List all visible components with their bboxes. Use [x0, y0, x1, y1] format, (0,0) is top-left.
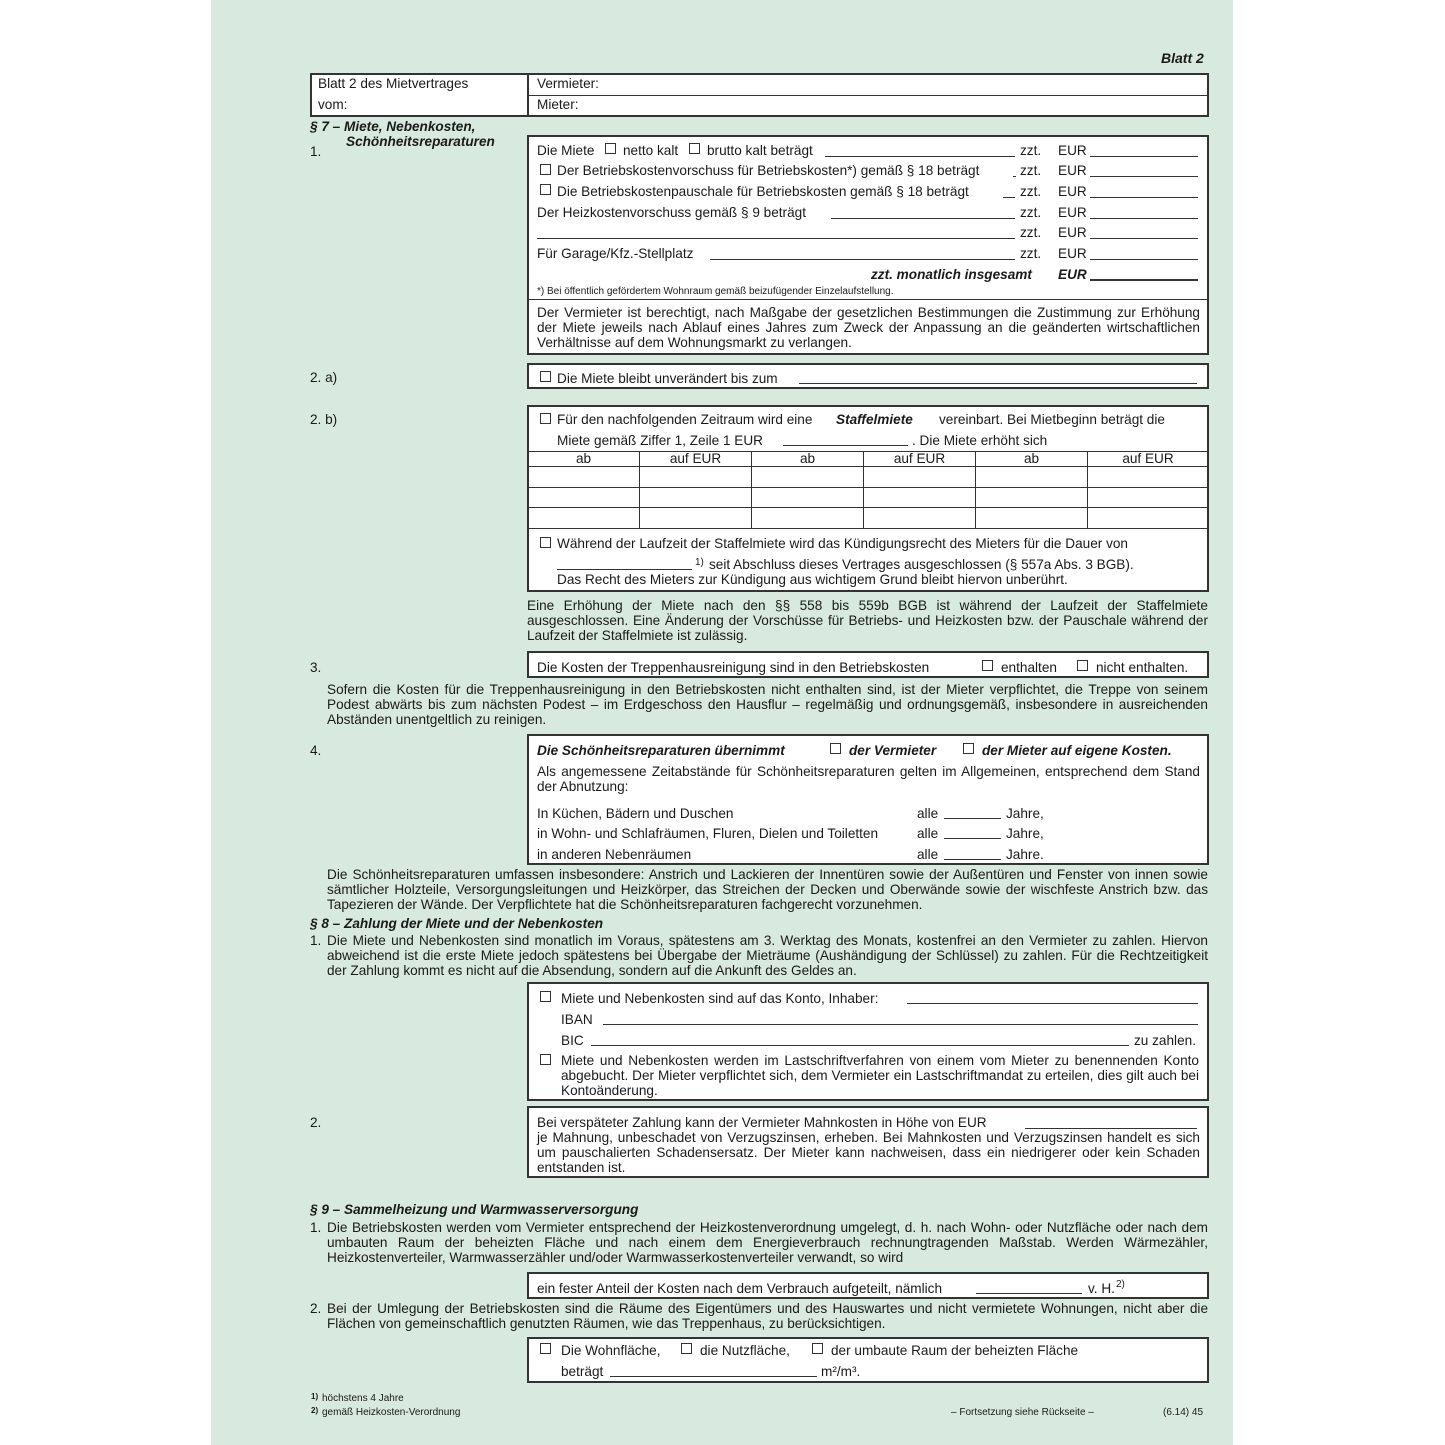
living-area-checkbox[interactable] — [540, 1343, 551, 1354]
termination-waiver-text: Während der Laufzeit der Staffelmiete wird das Kündigungsrecht des Mieters für die Dauer von — [557, 536, 1128, 551]
area-unit-label: m²/m³. — [821, 1364, 861, 1379]
included-label: enthalten — [1001, 660, 1057, 675]
room-type: in anderen Nebenräumen — [537, 847, 692, 862]
steps-header: ab — [575, 451, 592, 466]
years-label: Jahre. — [1006, 847, 1044, 862]
zzt-label: zzt. — [1020, 225, 1042, 240]
years-line[interactable] — [944, 859, 1001, 860]
landlord-repairs-checkbox[interactable] — [830, 743, 841, 754]
footnote-2-ref: 2) — [1116, 1279, 1125, 1290]
room-type: In Küchen, Bädern und Duschen — [537, 806, 734, 821]
repair-intervals-text: Als angemessene Zeitabstände für Schönheitsreparaturen gelten im Allgemeinen, entsprechend dem Stand der Abnutzung: — [537, 764, 1200, 794]
graduated-rent-initial: Miete gemäß Ziffer 1, Zeile 1 EUR — [557, 433, 763, 448]
reminder-fees-label: Bei verspäteter Zahlung kann der Vermieter Mahnkosten in Höhe von EUR — [537, 1115, 987, 1130]
usable-area-checkbox[interactable] — [681, 1343, 692, 1354]
payment-text: Die Miete und Nebenkosten sind monatlich im Voraus, spätestens am 3. Werktag des Monats, kostenfrei an den Vermieter zu zahlen. Hiervon abweichend ist die erste Miete jedoch spätestens bei Übergabe der Mieträume (Aushändigung der Schlüssel) zu zahlen. Für die Rechtzeitigkeit der Zahlung kommt es nicht auf die Absendung, sondern auf die Ankunft des Geldes an. — [327, 933, 1208, 978]
footnote-2-mark: 2) — [311, 1406, 319, 1415]
years-line[interactable] — [944, 838, 1001, 839]
item-number: 4. — [310, 743, 322, 758]
room-type: in Wohn- und Schlafräumen, Fluren, Dielen und Toiletten — [537, 826, 879, 841]
tenant-repairs-label: der Mieter auf eigene Kosten. — [982, 743, 1172, 758]
unchanged-until-line[interactable] — [799, 383, 1197, 384]
repairs-scope-text: Die Schönheitsreparaturen umfassen insbesondere: Anstrich und Lackieren der Innentüren sowie der Außentüren und Fenster von innen sowie sämtlicher Holzteile, Versorgungsleitungen und Heizkörper, das Streichen der Decken und Oberwände sowie der wischfeste Anstrich bzw. das Tapezieren der Wände. Der Verpflichtete hat die Schönheitsreparaturen fachgerecht vorzunehmen. — [327, 867, 1208, 912]
steps-header: auf EUR — [1122, 451, 1174, 466]
to-pay-label: zu zahlen. — [1134, 1033, 1196, 1048]
garage-line[interactable] — [710, 259, 1015, 260]
net-cold-checkbox[interactable] — [605, 143, 616, 154]
zzt-label: zzt. — [1020, 143, 1042, 158]
item-number: 2. b) — [310, 412, 338, 427]
footnote-star: *) Bei öffentlich gefördertem Wohnraum gemäß beizufügender Einzelaufstellung. — [537, 286, 894, 297]
zzt-label: zzt. — [1020, 205, 1042, 220]
heating-advance-label: Der Heizkostenvorschuss gemäß § 9 beträgt — [537, 205, 806, 220]
item-number: 2. — [310, 1301, 322, 1316]
bank-transfer-checkbox[interactable] — [540, 991, 551, 1002]
sheet-number: Blatt 2 — [1161, 50, 1204, 66]
section-9-heading: § 9 – Sammelheizung und Warmwasserversorgung — [310, 1202, 639, 1217]
percent-line[interactable] — [976, 1293, 1082, 1294]
every-label: alle — [917, 806, 939, 821]
bic-line[interactable] — [591, 1045, 1129, 1046]
area-value-line[interactable] — [610, 1376, 817, 1377]
advance-label: Der Betriebskostenvorschuss für Betriebskosten*) gemäß § 18 beträgt — [557, 163, 980, 178]
years-label: Jahre, — [1006, 806, 1044, 821]
item-number: 2. a) — [310, 370, 338, 385]
iban-line[interactable] — [603, 1024, 1198, 1025]
unchanged-rent-label: Die Miete bleibt unverändert bis zum — [557, 371, 778, 386]
section-7-heading-line2: Schönheitsreparaturen — [346, 134, 495, 149]
steps-header: ab — [799, 451, 816, 466]
flat-rate-checkbox[interactable] — [540, 184, 551, 195]
item-number: 3. — [310, 660, 322, 675]
termination-waiver-text-2: seit Abschluss dieses Vertrages ausgeschlossen (§ 557a Abs. 3 BGB). — [709, 557, 1134, 572]
allocation-text: Bei der Umlegung der Betriebskosten sind die Räume des Eigentümers und des Hauswartes und nicht vermietete Wohnungen, nicht aber die Flächen von gemeinschaftlich genutzten Räumen, wie das Treppenhaus, zu berücksichtigen. — [327, 1301, 1208, 1331]
advance-line[interactable] — [1013, 176, 1016, 177]
eur-amount-line[interactable] — [1090, 218, 1198, 219]
section-8-heading: § 8 – Zahlung der Miete und der Nebenkosten — [310, 916, 604, 931]
eur-label: EUR — [1058, 225, 1087, 240]
included-checkbox[interactable] — [982, 660, 993, 671]
header-landlord-field[interactable]: Vermieter: — [537, 76, 599, 91]
living-area-label: Die Wohnfläche, — [561, 1343, 661, 1358]
eur-total-line[interactable] — [1090, 279, 1198, 281]
steps-header: auf EUR — [669, 451, 722, 466]
eur-amount-line[interactable] — [1090, 176, 1198, 177]
direct-debit-checkbox[interactable] — [540, 1054, 551, 1065]
landlord-right-text: Der Vermieter ist berechtigt, nach Maßgabe der gesetzlichen Bestimmungen die Zustimmung zur Erhöhung der Miete jeweils nach Ablauf eines Jahres zum Zweck der Anpassung an die geänderten wirtschaftlichen Verhältnisse auf dem Wohnungsmarkt zu verlangen. — [537, 305, 1200, 350]
heating-advance-line[interactable] — [831, 218, 1015, 219]
graduated-rent-increase: . Die Miete erhöht sich — [912, 433, 1048, 448]
header-tenant-field[interactable]: Mieter: — [537, 97, 579, 112]
stair-cleaning-label: Die Kosten der Treppenhausreinigung sind in den Betriebskosten — [537, 660, 930, 675]
every-label: alle — [917, 847, 939, 862]
enclosed-space-label: der umbaute Raum der beheizten Fläche — [831, 1343, 1079, 1358]
consumption-share-label: ein fester Anteil der Kosten nach dem Verbrauch aufgeteilt, nämlich — [537, 1281, 943, 1296]
eur-label: EUR — [1058, 143, 1087, 158]
footnote-1-ref: 1) — [695, 557, 704, 568]
steps-header: ab — [1023, 451, 1040, 466]
termination-duration-line[interactable] — [557, 569, 692, 570]
eur-amount-line[interactable] — [1090, 156, 1198, 157]
amounts-to-label: beträgt — [561, 1364, 604, 1379]
item-number: 2. — [310, 1115, 322, 1130]
bank-transfer-label: Miete und Nebenkosten sind auf das Konto, Inhaber: — [561, 991, 879, 1006]
landlord-repairs-label: der Vermieter — [849, 743, 937, 758]
eur-amount-line[interactable] — [1090, 197, 1198, 198]
decoration-repairs-label: Die Schönheitsreparaturen übernimmt — [537, 743, 785, 758]
section-7-heading: § 7 – Miete, Nebenkosten, — [310, 119, 476, 134]
extra-cost-line[interactable] — [537, 238, 1015, 239]
eur-label: EUR — [1058, 163, 1087, 178]
graduated-rent-term: Staffelmiete — [836, 412, 913, 427]
bic-label: BIC — [561, 1033, 584, 1048]
item-number: 1. — [310, 144, 322, 159]
zzt-label: zzt. — [1020, 246, 1042, 261]
flat-rate-line[interactable] — [1003, 197, 1015, 198]
enclosed-space-checkbox[interactable] — [812, 1343, 823, 1354]
iban-label: IBAN — [561, 1012, 593, 1027]
initial-rent-line[interactable] — [783, 445, 908, 446]
eur-label: EUR — [1058, 184, 1087, 199]
reminder-fees-text: je Mahnung, unbeschadet von Verzugszinsen, erheben. Bei Mahnkosten und Verzugszinsen handelt es sich um pauschalierten Schadensersatz. Der Mieter kann nachweisen, dass ein niedrigerer oder kein Schaden entstanden ist. — [537, 1130, 1200, 1175]
item-number: 1. — [310, 933, 322, 948]
unchanged-rent-checkbox[interactable] — [540, 371, 551, 382]
steps-table-line — [528, 487, 1208, 488]
eur-total-label: EUR — [1058, 267, 1087, 282]
net-cold-label: netto kalt — [623, 143, 679, 158]
footnote-1-text: höchstens 4 Jahre — [322, 1393, 404, 1404]
rent-box-divider — [528, 299, 1208, 300]
steps-table-line — [528, 528, 1208, 529]
every-label: alle — [917, 826, 939, 841]
gross-cold-label: brutto kalt beträgt — [707, 143, 813, 158]
footnote-2-text: gemäß Heizkosten-Verordnung — [322, 1407, 461, 1418]
zzt-label: zzt. — [1020, 184, 1042, 199]
eur-amount-line[interactable] — [1090, 238, 1198, 239]
eur-amount-line[interactable] — [1090, 259, 1198, 260]
rent-increase-exclusion: Eine Erhöhung der Miete nach den §§ 558 bis 559b BGB ist während der Laufzeit der Staffelmiete ausgeschlossen. Eine Änderung der Vorschüsse für Betriebs- und Heizkosten bzw. der Pauschale während der Laufzeit der Staffelmiete ist zulässig. — [527, 598, 1208, 643]
header-date-label[interactable]: vom: — [318, 97, 348, 112]
not-included-checkbox[interactable] — [1077, 660, 1088, 671]
steps-table-line — [528, 507, 1208, 508]
item-number: 1. — [310, 1220, 322, 1235]
garage-label: Für Garage/Kfz.-Stellplatz — [537, 246, 694, 261]
heating-costs-text: Die Betriebskosten werden vom Vermieter entsprechend der Heizkostenverordnung umgelegt, d. h. nach Wohn- oder Nutzfläche oder nach dem umbauten Raum der beheizten Fläche und nach einem dem Energieverbrauch rechnungtragenden Maßstab. Werden Wärmezähler, Heizkostenverteiler, Warmwasserzähler und/oder Warmwasserkostenverteiler verwandt, so wird — [327, 1220, 1208, 1265]
not-included-label: nicht enthalten. — [1096, 660, 1189, 675]
account-holder-line[interactable] — [907, 1003, 1198, 1004]
graduated-rent-text-a: Für den nachfolgenden Zeitraum wird eine — [557, 412, 813, 427]
termination-waiver-text-3: Das Recht des Mieters zur Kündigung aus wichtigem Grund bleibt hiervon unberührt. — [557, 572, 1068, 587]
continued-note: – Fortsetzung siehe Rückseite – — [951, 1407, 1094, 1418]
monthly-total-label: zzt. monatlich insgesamt — [871, 267, 1032, 282]
rent-line[interactable] — [825, 156, 1015, 157]
reminder-fee-line[interactable] — [1025, 1128, 1197, 1129]
flat-rate-label: Die Betriebskostenpauschale für Betriebskosten gemäß § 18 beträgt — [557, 184, 969, 199]
years-line[interactable] — [944, 818, 1001, 819]
eur-label: EUR — [1058, 205, 1087, 220]
header-row-line — [528, 95, 1208, 96]
termination-waiver-checkbox[interactable] — [540, 537, 551, 548]
graduated-rent-checkbox[interactable] — [540, 413, 551, 424]
zzt-label: zzt. — [1020, 163, 1042, 178]
years-label: Jahre, — [1006, 826, 1044, 841]
form-code: (6.14) 45 — [1163, 1407, 1204, 1418]
direct-debit-text: Miete und Nebenkosten werden im Lastschriftverfahren von einem vom Mieter zu benennenden Konto abgebucht. Der Mieter verpflichtet sich, dem Vermieter ein Lastschriftmandat zu erteilen, dies gilt auch bei Kontoänderung. — [561, 1053, 1199, 1098]
eur-label: EUR — [1058, 246, 1087, 261]
usable-area-label: die Nutzfläche, — [700, 1343, 790, 1358]
footnote-1-mark: 1) — [311, 1392, 319, 1401]
steps-header: auf EUR — [893, 451, 946, 466]
rent-label: Die Miete — [537, 143, 595, 158]
stair-cleaning-text: Sofern die Kosten für die Treppenhausreinigung in den Betriebskosten nicht enthalten sind, ist der Mieter verpflichtet, die Treppe von seinem Podest abwärts bis zum nächsten Podest – im Erdgeschoss den Hausflur – regelmäßig und ordnungsgemäß, insbesondere in ausreichenden Abständen unentgeltlich zu reinigen. — [327, 682, 1208, 727]
gross-cold-checkbox[interactable] — [689, 143, 700, 154]
header-contract-label: Blatt 2 des Mietvertrages — [318, 76, 469, 91]
percent-label: v. H. — [1088, 1281, 1115, 1296]
tenant-repairs-checkbox[interactable] — [963, 743, 974, 754]
graduated-rent-text-c: vereinbart. Bei Mietbeginn beträgt die — [939, 412, 1165, 427]
advance-checkbox[interactable] — [540, 164, 551, 175]
